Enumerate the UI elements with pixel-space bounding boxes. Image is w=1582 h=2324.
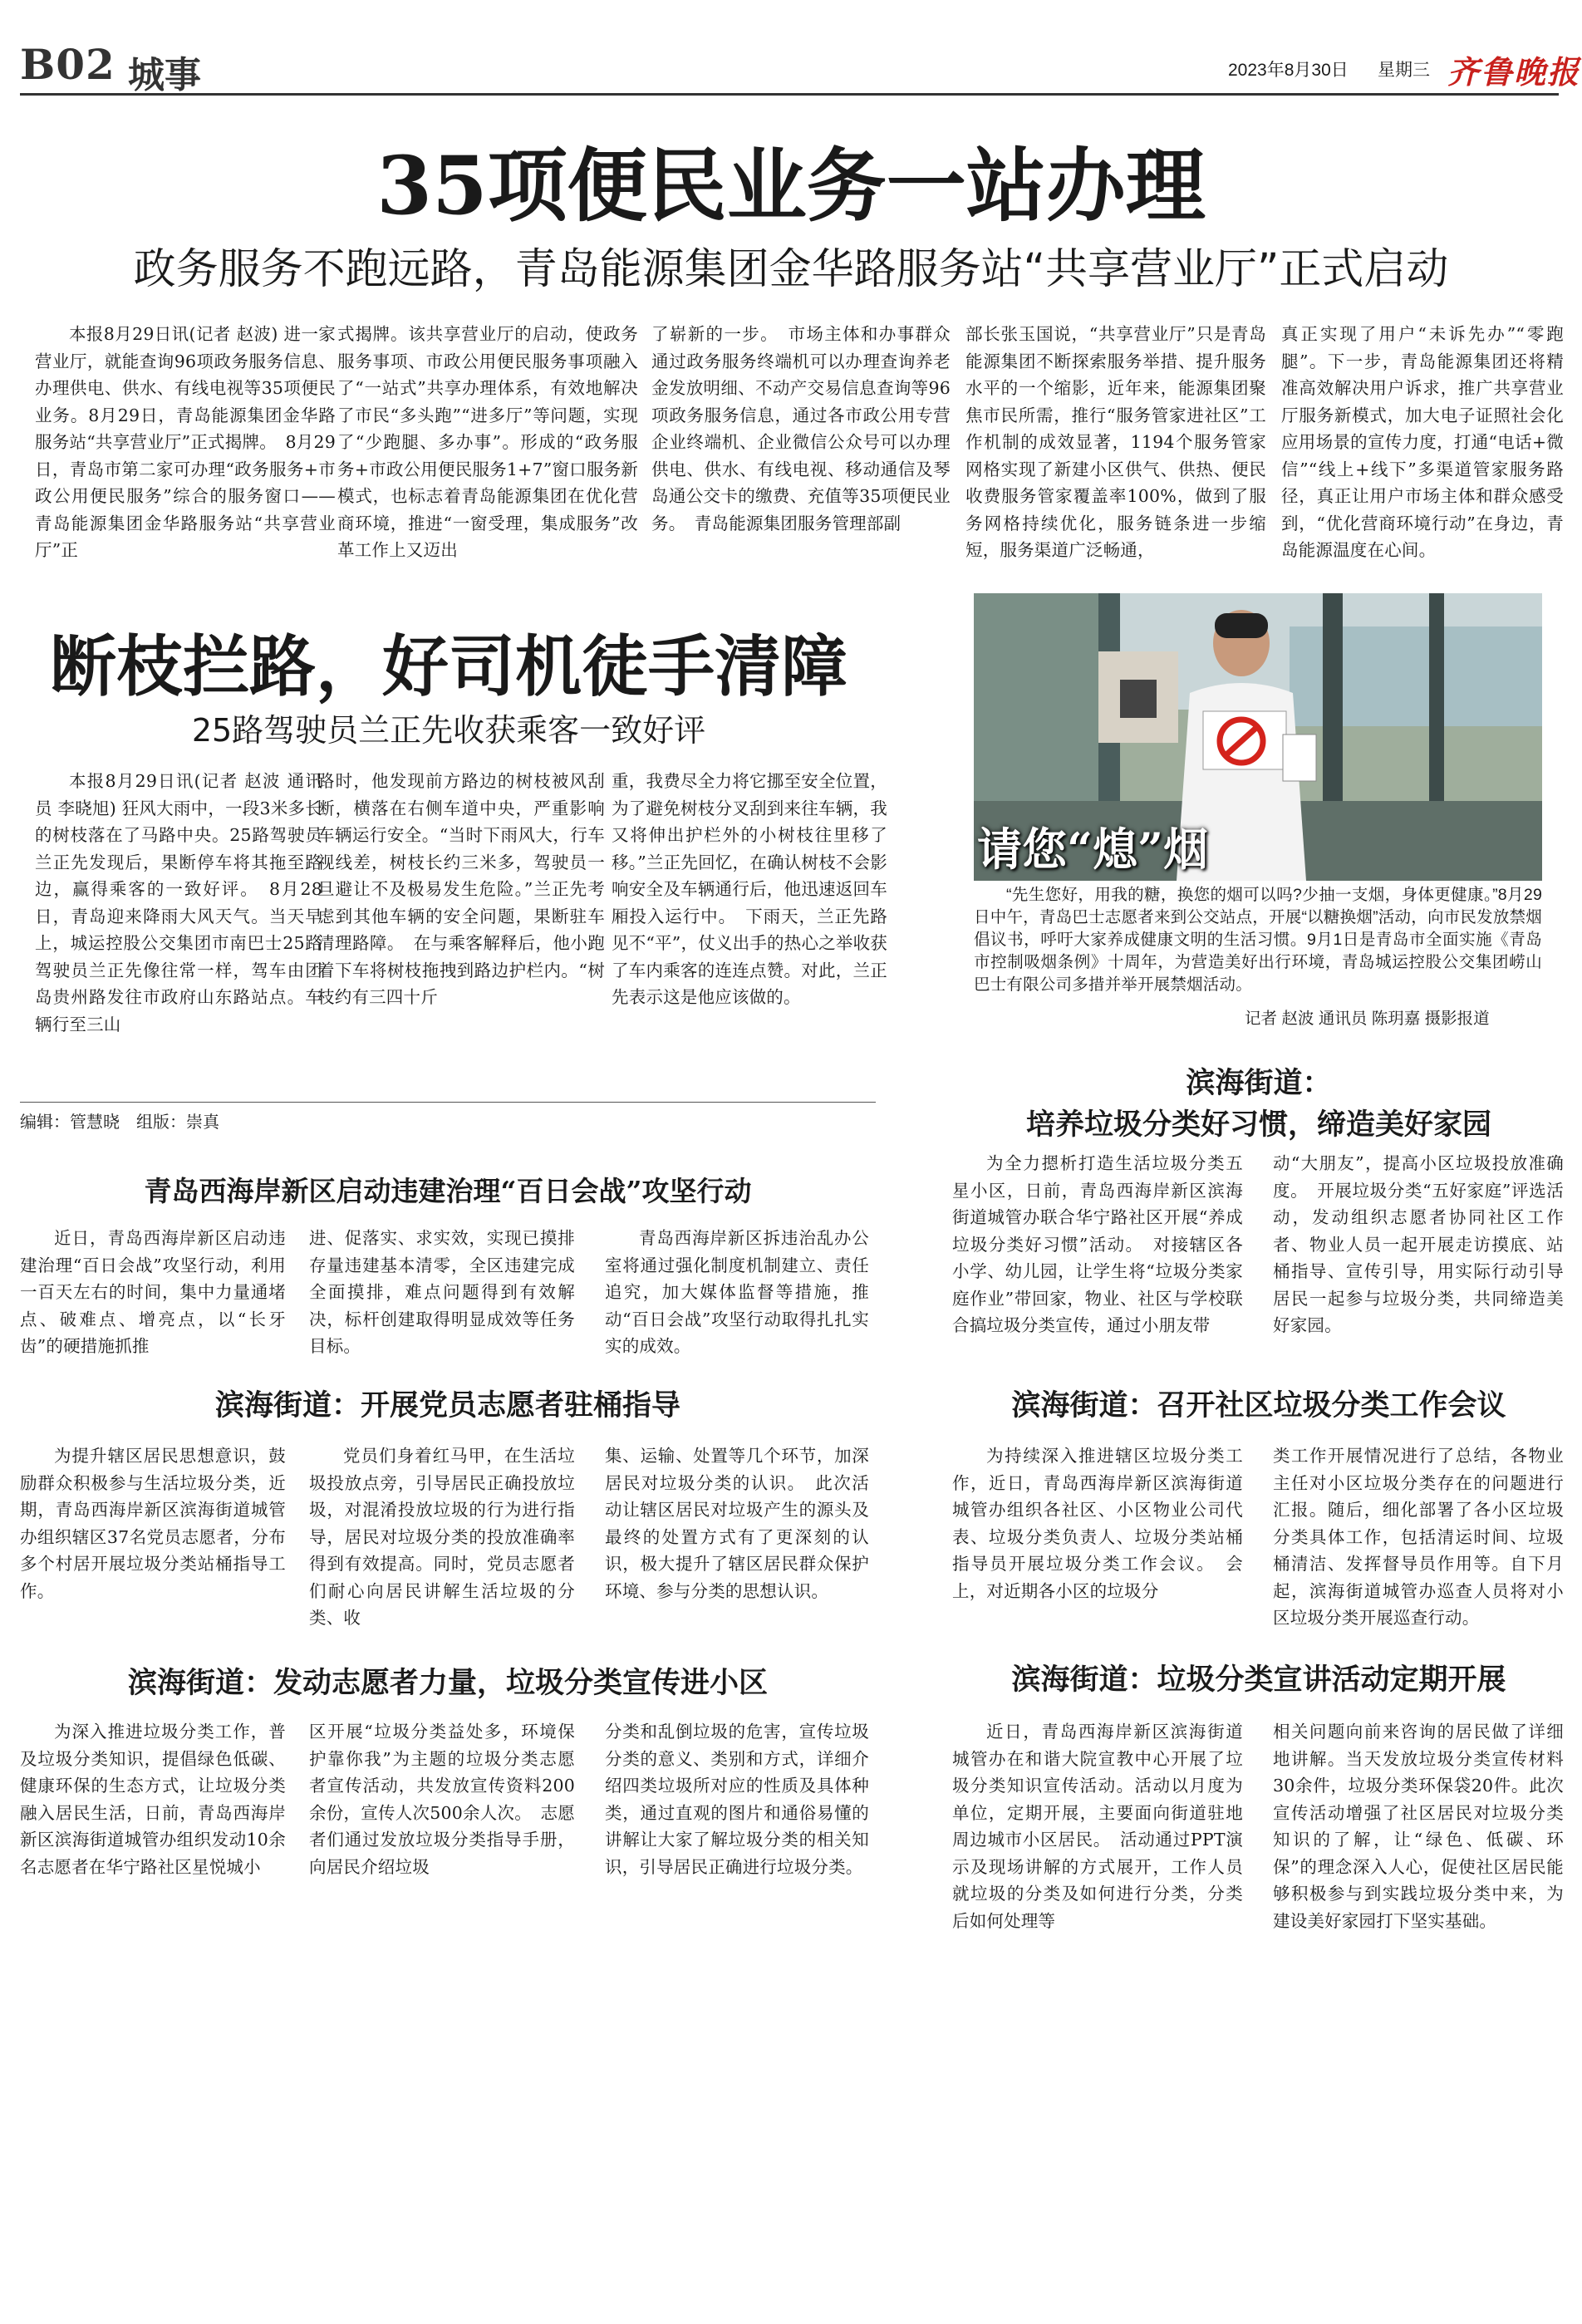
article5-col2: 区开展“垃圾分类益处多，环境保护靠你我”为主题的垃圾分类志愿者宣传活动，共发放宣传资料200余份，宣传人次500余人次。 志愿者们通过发放垃圾分类指导手册，向居民介绍垃圾 [309, 1722, 575, 1877]
issue-date: 2023年8月30日 [1228, 61, 1349, 80]
article3-title: 青岛西海岸新区启动违建治理“百日会战”攻坚行动 [144, 1175, 752, 1207]
article4-col3: 集、运输、处置等几个环节，加深居民对垃圾分类的认识。 此次活动让辖区居民对垃圾产生的源头及最终的处置方式有了更深刻的认识，极大提升了辖区居民群众保护环境、参与分类的思想认识。 [605, 1446, 869, 1601]
photo-frame [974, 593, 1542, 881]
article1-col1: 本报8月29日讯(记者 赵波) 进一家营业厅，就能查询96项政务服务信息、办理供电、供水、有线电视等35项便民业务。8月29日，青岛能源集团金华路服务站“共享营业厅”正式揭牌。 8月29日，青岛市第二家可办理“政务服务+市政公用便民服务”综合的服务窗口——青岛能源集团金华路服务站“共享营业厅”正 [35, 324, 336, 560]
article1-subtitle: 政务服务不跑远路，青岛能源集团金华路服务站“共享营业厅”正式启动 [133, 245, 1449, 294]
article4-col1: 为提升辖区居民思想意识，鼓励群众积极参与生活垃圾分类，近期，青岛西海岸新区滨海街道城管办组织辖区37名党员志愿者，分布多个村居开展垃圾分类站桶指导工作。 [20, 1446, 286, 1601]
article7-col2: 类工作开展情况进行了总结，各物业主任对小区垃圾分类存在的问题进行汇报。随后，细化部署了各小区垃圾分类具体工作，包括清运时间、垃圾桶清洁、发挥督导员作用等。自下月起，滨海街道城管办巡查人员将对小区垃圾分类开展巡查行动。 [1273, 1446, 1564, 1628]
newspaper-logo: 齐鲁晚报 [1447, 53, 1581, 91]
editor-line: 编辑：管慧晓 组版：崇真 [20, 1113, 219, 1132]
article6-col2: 动“大朋友”，提高小区垃圾投放准确度。 开展垃圾分类“五好家庭”评选活动，发动组织志愿者协同社区工作者、物业人员一起开展走访摸底、站桶指导、宣传引导，用实际行动引导居民一起参与垃圾分类，共同缔造美好家园。 [1273, 1153, 1564, 1335]
article4-col2: 党员们身着红马甲，在生活垃圾投放点旁，引导居民正确投放垃圾，对混淆投放垃圾的行为进行指导，居民对垃圾分类的投放准确率得到有效提高。同时，党员志愿者们耐心向居民讲解生活垃圾的分类、收 [309, 1446, 575, 1628]
photo-caption: “先生您好，用我的糖，换您的烟可以吗?少抽一支烟，身体更健康。”8月29日中午，青岛巴士志愿者来到公交站点，开展“以糖换烟”活动，向市民发放禁烟倡议书，呼吁大家养成健康文明的生活习惯。9月1日是青岛市全面实施《青岛市控制吸烟条例》十周年，为营造美好出行环境，青岛城运控股公交集团崂山巴士有限公司多措并举开展禁烟活动。 [974, 886, 1542, 994]
article2-col2: 路时，他发现前方路边的树枝被风刮断，横落在右侧车道中央，严重影响车辆运行安全。“当时下雨风大，行车视线差，树枝长约三米多，驾驶员一旦避让不及极易发生危险。”兰正先考虑到其他车辆的安全问题，果断驻车清理路障。 在与乘客解释后，他小跑着下车将树枝拖拽到路边护栏内。“树枝约有三四十斤 [317, 771, 605, 1007]
article1-col4: 部长张玉国说，“共享营业厅”只是青岛能源集团不断探索服务举措、提升服务水平的一个缩影，近年来，能源集团聚焦市民所需，推行“服务管家进社区”工作机制的成效显著，1194个服务管家网格实现了新建小区供气、供热、便民收费服务管家覆盖率100%，做到了服务网格持续优化，服务链条进一步缩短，服务渠道广泛畅通， [965, 324, 1266, 560]
page-code: B02 [20, 40, 115, 89]
article2-col3: 重，我费尽全力将它挪至安全位置，为了避免树枝分叉刮到来往车辆，我又将伸出护栏外的小树枝往里移了移。”兰正先回忆，在确认树枝不会影响安全及车辆通行后，他迅速返回车厢投入运行中。 下雨天，兰正先路见不“平”，仗义出手的热心之举收获了车内乘客的连连点赞。对此，兰正先表示这是他应该做的。 [612, 771, 887, 1007]
article1-col5: 真正实现了用户“未诉先办”“零跑腿”。下一步，青岛能源集团还将精准高效解决用户诉求，推广共享营业厅服务新模式，加大电子证照社会化应用场景的宣传力度，打通“电话+微信”“线上+线下”多渠道管家服务路径，真正让用户市场主体和群众感受到，“优化营商环境行动”在身边，青岛能源温度在心间。 [1281, 324, 1564, 560]
article4-title: 滨海街道：开展党员志愿者驻桶指导 [214, 1388, 680, 1422]
article5-col1: 为深入推进垃圾分类工作，普及垃圾分类知识，提倡绿色低碳、健康环保的生态方式，让垃圾分类融入居民生活，日前，青岛西海岸新区滨海街道城管办组织发动10余名志愿者在华宁路社区星悦城小 [20, 1722, 286, 1877]
article7-title: 滨海街道：召开社区垃圾分类工作会议 [1011, 1388, 1506, 1422]
photo-headline: 请您“熄”烟 [977, 823, 1209, 876]
article3-col3: 青岛西海岸新区拆违治乱办公室将通过强化制度机制建立、责任追究，加大媒体监督等措施，推动“百日会战”攻坚行动取得扎扎实实的成效。 [605, 1228, 869, 1356]
article8-col2: 相关问题向前来咨询的居民做了详细地讲解。当天发放垃圾分类宣传材料30余件，垃圾分类环保袋20件。此次宣传活动增强了社区居民对垃圾分类知识的了解，让“绿色、低碳、环保”的理念深入人心，促使社区居民能够积极参与到实践垃圾分类中来，为建设美好家园打下坚实基础。 [1273, 1722, 1564, 1931]
photo-credit: 记者 赵波 通讯员 陈玥嘉 摄影报道 [1245, 1010, 1490, 1028]
article6-title-line1: 滨海街道： [1186, 1066, 1332, 1100]
article2-col1: 本报8月29日讯(记者 赵波 通讯员 李晓旭) 狂风大雨中，一段3米多长的树枝落在了马路中央。25路驾驶员兰正先发现后，果断停车将其拖至路边，赢得乘客的一致好评。 8月28日，青岛迎来降雨大风天气。当天早上，城运控股公交集团市南巴士25路驾驶员兰正先像往常一样，驾车由团岛贵州路发往市政府山东路站点。车辆行至三山 [35, 771, 322, 1034]
article3-col1: 近日，青岛西海岸新区启动违建治理“百日会战”攻坚行动，利用一百天左右的时间，集中力量通堵点、破难点、增亮点，以“长牙齿”的硬措施抓推 [20, 1228, 286, 1356]
article5-col3: 分类和乱倒垃圾的危害，宣传垃圾分类的意义、类别和方式，详细介绍四类垃圾所对应的性质及具体种类，通过直观的图片和通俗易懂的讲解让大家了解垃圾分类的相关知识，引导居民正确进行垃圾分类。 [605, 1722, 869, 1877]
issue-weekday: 星期三 [1378, 61, 1430, 80]
article1-col3: 了崭新的一步。 市场主体和办事群众通过政务服务终端机可以办理查询养老金发放明细、不动产交易信息查询等96项政务服务信息，通过各市政公用专营企业终端机、企业微信公众号可以办理供电、供水、有线电视、移动通信及琴岛通公交卡的缴费、充值等35项便民业务。 青岛能源集团服务管理部副 [651, 324, 951, 533]
article6-col1: 为全力摁析打造生活垃圾分类五星小区，日前，青岛西海岸新区滨海街道城管办联合华宁路社区开展“养成垃圾分类好习惯”活动。 对接辖区各小学、幼儿园，让学生将“垃圾分类家庭作业”带回家，物业、社区与学校联合搞垃圾分类宣传，通过小朋友带 [952, 1153, 1243, 1335]
masthead-rule [20, 93, 1559, 96]
section-name: 城事 [128, 54, 201, 96]
article5-title: 滨海街道：发动志愿者力量，垃圾分类宣传进小区 [127, 1666, 768, 1700]
article8-col1: 近日，青岛西海岸新区滨海街道城管办在和谐大院宣教中心开展了垃圾分类知识宣传活动。活动以月度为单位，定期开展，主要面向街道驻地周边城市小区居民。 活动通过PPT演示及现场讲解的方式展开，工作人员就垃圾的分类及如何进行分类，分类后如何处理等 [952, 1722, 1243, 1931]
editor-rule [20, 1102, 876, 1103]
article7-col1: 为持续深入推进辖区垃圾分类工作，近日，青岛西海岸新区滨海街道城管办组织各社区、小区物业公司代表、垃圾分类负责人、垃圾分类站桶指导员开展垃圾分类工作会议。 会上，对近期各小区的垃圾分 [952, 1446, 1243, 1601]
article3-col2: 进、促落实、求实效，实现已摸排存量违建基本清零，全区违建完成全面摸排，难点问题得到有效解决，标杆创建取得明显成效等任务目标。 [309, 1228, 575, 1356]
article8-title: 滨海街道：垃圾分类宣讲活动定期开展 [1011, 1663, 1506, 1697]
article2-subtitle: 25路驾驶员兰正先收获乘客一致好评 [191, 712, 706, 749]
article2-title: 断枝拦路，好司机徒手清障 [50, 627, 848, 705]
article6-title-line2: 培养垃圾分类好习惯，缔造美好家园 [1025, 1108, 1491, 1142]
article1-title: 35项便民业务一站办理 [376, 139, 1206, 233]
article1-col2: 式揭牌。该共享营业厅的启动，使政务服务事项、市政公用便民服务事项融入了“一站式”共享办理体系，有效地解决了市民“多头跑”“进多厅”等问题，实现了“少跑腿、多办事”。形成的“政务服务+市政公用便民服务1+7”窗口服务新模式，也标志着青岛能源集团在优化营商环境，推进“一窗受理，集成服务”改革工作上又迈出 [337, 324, 638, 560]
